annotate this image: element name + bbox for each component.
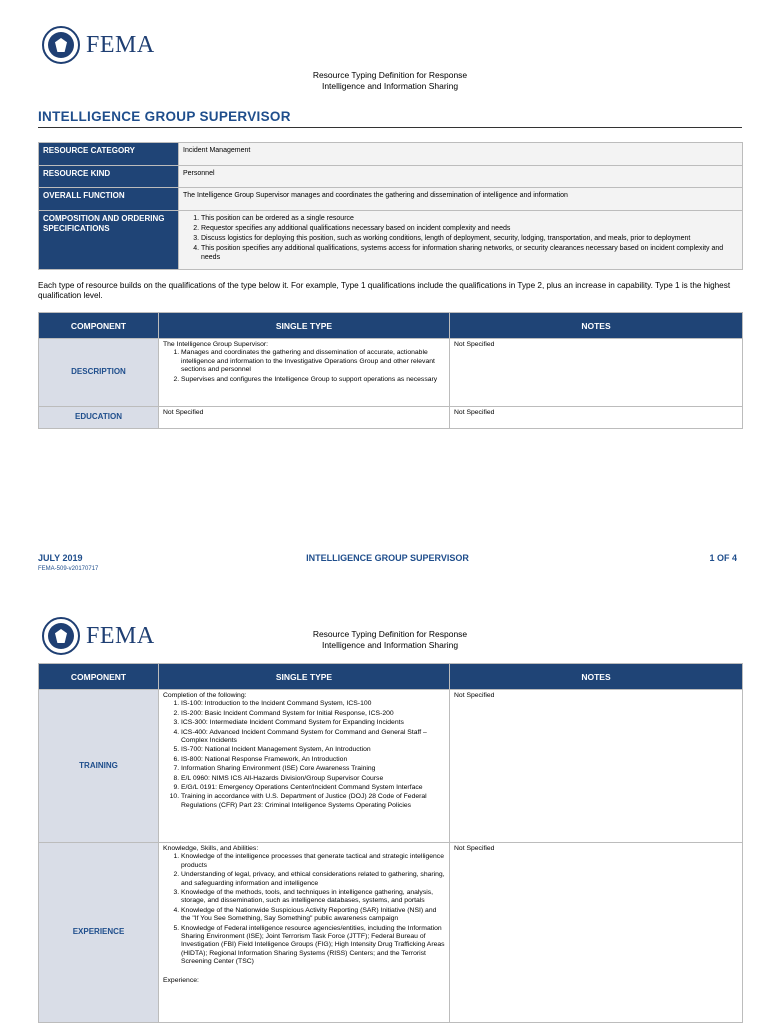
column-header: NOTES: [450, 313, 743, 339]
single-type-cell: [159, 339, 450, 407]
single-type-cell: Not Specified: [159, 407, 450, 429]
list-item: 1. IS-100: Introduction to the Incident Command System, ICS-100: [181, 700, 445, 708]
fema-logo: [42, 26, 155, 64]
list-item: 4. Knowledge of the Nationwide Suspicious Activity Reporting (SAR) Initiative (NSI) and the "If You See Something, Say Something" public awareness campaign: [181, 907, 445, 924]
list-item: 9. E/G/L 0191: Emergency Operations Center/Incident Command System Interface: [181, 784, 445, 792]
header-line-1: Resource Typing Definition for Response: [312, 70, 468, 80]
list-item: 2. Supervises and configures the Intelligence Group to support operations as necessary: [181, 376, 445, 384]
notes-cell: Not Specified: [450, 843, 743, 1023]
table-row: [39, 690, 743, 843]
cell-trailing: Experience:: [163, 976, 199, 984]
list-item: 5. IS-700: National Incident Management System, An Introduction: [181, 746, 445, 754]
list-item: 6. IS-800: National Response Framework, An Introduction: [181, 756, 445, 764]
header-line-2: Intelligence and Information Sharing: [321, 81, 459, 91]
row-key: OVERALL FUNCTION: [39, 188, 179, 211]
table-row: [39, 407, 743, 429]
training-list: [163, 700, 445, 810]
list-item: 2. Understanding of legal, privacy, and ethical considerations related to gathering, sharing, and safeguarding information and intelligence: [181, 871, 445, 888]
component-label: DESCRIPTION: [39, 339, 159, 407]
document-header: [240, 629, 540, 651]
notes-cell: Not Specified: [450, 407, 743, 429]
header-line-2: Intelligence and Information Sharing: [321, 640, 459, 650]
row-key: RESOURCE CATEGORY: [39, 143, 179, 166]
list-item: 3. Discuss logistics for deploying this position, such as working conditions, length of deployment, security, lodging, transportation, and meals, prior to deployment: [201, 234, 738, 243]
column-header: COMPONENT: [39, 313, 159, 339]
header-line-1: Resource Typing Definition for Response: [312, 629, 468, 639]
list-item: 5. Knowledge of Federal intelligence resource agencies/entities, including the Information Sharing Environment (ISE); Joint Terrorism Task Force (JTTF); Federal Bureau of Investigation (FBI) Field Intelligence Groups (FIG); High Intensity Drug Trafficking Areas (HIDTA); Regional Information Sharing Systems (RISS) Centers; and the Terrorist Screening Center (TSC): [181, 925, 445, 967]
cell-intro: Completion of the following:: [163, 692, 247, 699]
notes-cell: Not Specified: [450, 690, 743, 843]
footer-date: JULY 2019: [38, 553, 83, 563]
table-row: [39, 188, 743, 211]
column-header: SINGLE TYPE: [159, 313, 450, 339]
table-row: [39, 211, 743, 270]
column-header: NOTES: [450, 664, 743, 690]
list-item: 1. Knowledge of the intelligence processes that generate tactical and strategic intelligence products: [181, 853, 445, 870]
column-header: COMPONENT: [39, 664, 159, 690]
list-item: 1. Manages and coordinates the gathering and dissemination of accurate, actionable intelligence and information to the Investigative Operations Group and other relevant sections and personnel: [181, 349, 445, 374]
list-item: 1. This position can be ordered as a single resource: [201, 214, 738, 223]
row-key: RESOURCE KIND: [39, 166, 179, 188]
list-item: 10. Training in accordance with U.S. Department of Justice (DOJ) 28 Code of Federal Regulations (CFR) Part 23: Criminal Intelligence Systems Operating Policies: [181, 793, 445, 810]
fema-logo: [42, 617, 155, 655]
row-value: [179, 211, 743, 270]
list-item: 7. Information Sharing Environment (ISE) Core Awareness Training: [181, 765, 445, 773]
component-table: [38, 312, 743, 429]
cell-intro: Knowledge, Skills, and Abilities:: [163, 845, 259, 852]
component-label: EXPERIENCE: [39, 843, 159, 1023]
page-title: INTELLIGENCE GROUP SUPERVISOR: [38, 109, 291, 124]
footer-title: INTELLIGENCE GROUP SUPERVISOR: [306, 553, 469, 563]
single-type-cell: [159, 690, 450, 843]
table-row: [39, 143, 743, 166]
row-value: Personnel: [179, 166, 743, 188]
fema-wordmark: FEMA: [86, 622, 155, 649]
title-divider: [38, 127, 742, 128]
table-row: [39, 843, 743, 1023]
list-item: 4. ICS-400: Advanced Incident Command System for Command and General Staff – Complex Incidents: [181, 729, 445, 746]
column-header: SINGLE TYPE: [159, 664, 450, 690]
list-item: 3. Knowledge of the methods, tools, and techniques in intelligence gathering, analysis, storage, and dissemination, such as intelligence databases, systems, and portals: [181, 889, 445, 906]
resource-category-table: [38, 142, 743, 270]
component-label: EDUCATION: [39, 407, 159, 429]
list-item: 3. ICS-300: Intermediate Incident Command System for Expanding Incidents: [181, 719, 445, 727]
list-item: 2. IS-200: Basic Incident Command System for Initial Response, ICS-200: [181, 710, 445, 718]
table-header-row: [39, 313, 743, 339]
row-value: The Intelligence Group Supervisor manages and coordinates the gathering and dissemination of intelligence and information: [179, 188, 743, 211]
cell-intro: The Intelligence Group Supervisor:: [163, 341, 269, 348]
table-row: [39, 339, 743, 407]
row-value: Incident Management: [179, 143, 743, 166]
single-type-cell: [159, 843, 450, 1023]
notes-cell: Not Specified: [450, 339, 743, 407]
footer-page-number: 1 OF 4: [709, 553, 737, 563]
table-header-row: [39, 664, 743, 690]
composition-list: [183, 214, 738, 262]
list-item: 2. Requestor specifies any additional qualifications necessary based on incident complexity and needs: [201, 224, 738, 233]
table-row: [39, 166, 743, 188]
footer-code: FEMA-509-v20170717: [38, 566, 99, 572]
list-item: 8. E/L 0960: NIMS ICS All-Hazards Division/Group Supervisor Course: [181, 775, 445, 783]
row-key: COMPOSITION AND ORDERING SPECIFICATIONS: [39, 211, 179, 270]
dhs-seal-icon: [42, 617, 80, 655]
component-table: [38, 663, 743, 1023]
experience-list: [163, 853, 445, 966]
document-header: [240, 70, 540, 92]
description-list: [163, 349, 445, 384]
type-explanation-paragraph: Each type of resource builds on the qualifications of the type below it. For example, Type 1 qualifications include the qualifications in Type 2, plus an increase in capability. Type 1 is the highest qualification level.: [38, 281, 731, 300]
fema-wordmark: FEMA: [86, 31, 155, 58]
component-label: TRAINING: [39, 690, 159, 843]
list-item: 4. This position specifies any additional qualifications, systems access for information sharing networks, or security clearances necessary based on incident complexity and needs: [201, 244, 738, 262]
dhs-seal-icon: [42, 26, 80, 64]
